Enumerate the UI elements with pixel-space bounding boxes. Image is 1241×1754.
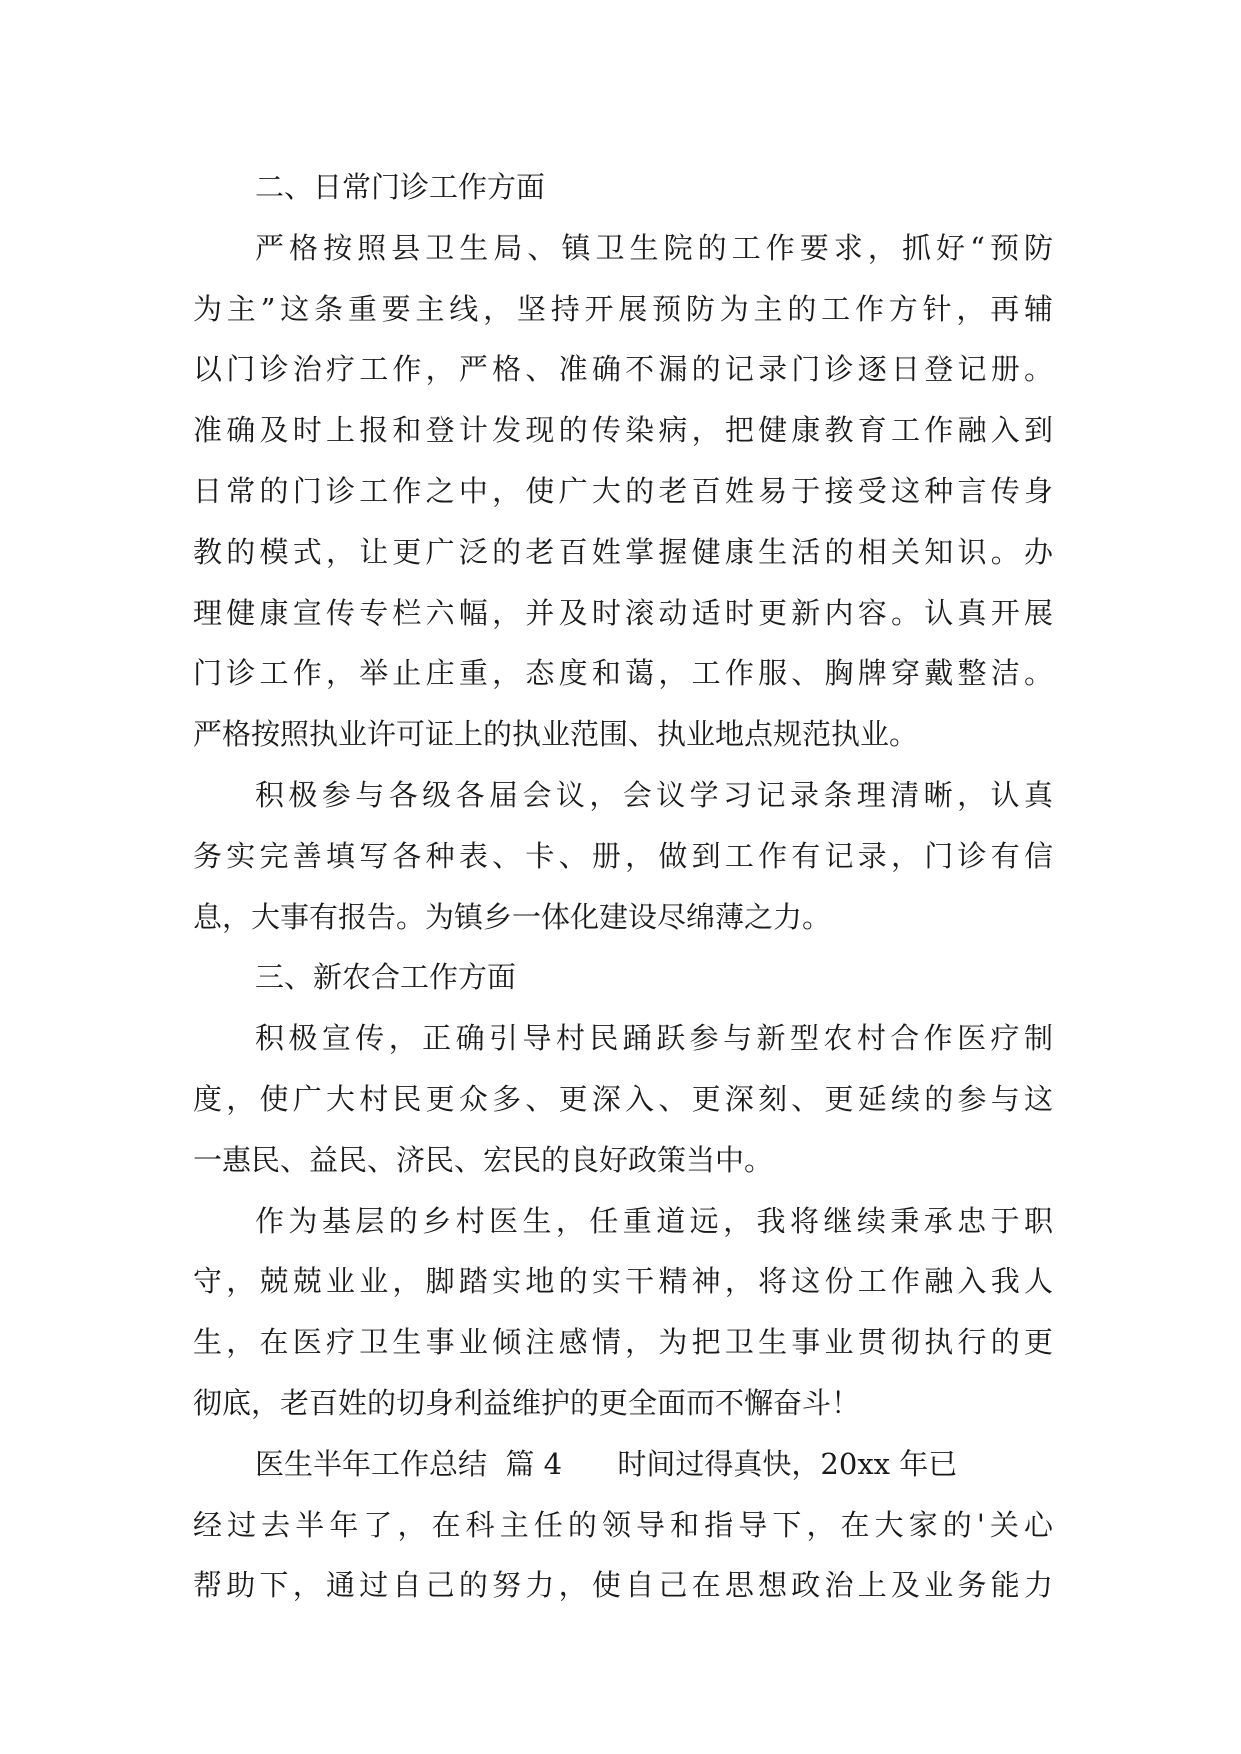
- text-line: 息，大事有报告。为镇乡一体化建设尽绵薄之力。: [193, 899, 832, 934]
- text-line: 严格按照执业许可证上的执业范围、执业地点规范执业。: [193, 717, 919, 752]
- text-line: 教的模式，让更广泛的老百姓掌握健康生活的相关知识。办: [193, 534, 1053, 569]
- section-heading-outpatient: 二、日常门诊工作方面: [255, 170, 546, 204]
- document-body: [193, 157, 1053, 1616]
- text-line: 务实完善填写各种表、卡、册，做到工作有记录，门诊有信: [193, 838, 1053, 873]
- text-line: 门诊工作，举止庄重，态度和蔼，工作服、胸牌穿戴整洁。: [193, 656, 1053, 691]
- text-line: 经过去半年了，在科主任的领导和指导下，在大家的'关心: [193, 1507, 1053, 1542]
- text-line: 作为基层的乡村医生，任重道远，我将继续秉承忠于职: [255, 1203, 1053, 1238]
- text-line: 度，使广大村民更众多、更深入、更深刻、更延续的参与这: [193, 1081, 1053, 1116]
- text-line: 生，在医疗卫生事业倾注感情，为把卫生事业贯彻执行的更: [193, 1325, 1053, 1360]
- section-heading-ncms: 三、新农合工作方面: [255, 960, 517, 995]
- text-line: 彻底，老百姓的切身利益维护的更全面而不懈奋斗！: [193, 1385, 861, 1420]
- text-line: 积极宣传，正确引导村民踊跃参与新型农村合作医疗制: [255, 1021, 1053, 1056]
- text-line: 积极参与各级各届会议，会议学习记录条理清晰，认真: [255, 777, 1053, 812]
- text-line: 日常的门诊工作之中，使广大的老百姓易于接受这种言传身: [193, 473, 1053, 508]
- text-line: 医生半年工作总结 篇 4 时间过得真快，20xx 年已: [255, 1446, 958, 1481]
- text-line: 为主”这条重要主线，坚持开展预防为主的工作方针，再辅: [193, 291, 1053, 326]
- text-line: 一惠民、益民、济民、宏民的良好政策当中。: [193, 1142, 774, 1177]
- text-line: 理健康宣传专栏六幅，并及时滚动适时更新内容。认真开展: [193, 595, 1053, 630]
- text-line: 帮助下，通过自己的努力，使自己在思想政治上及业务能力: [193, 1568, 1053, 1603]
- text-line: 以门诊治疗工作，严格、准确不漏的记录门诊逐日登记册。: [193, 352, 1053, 387]
- text-line: 守，兢兢业业，脚踏实地的实干精神，将这份工作融入我人: [193, 1264, 1053, 1299]
- text-line: 准确及时上报和登计发现的传染病，把健康教育工作融入到: [193, 413, 1053, 448]
- text-line: 严格按照县卫生局、镇卫生院的工作要求，抓好“预防: [255, 230, 1053, 265]
